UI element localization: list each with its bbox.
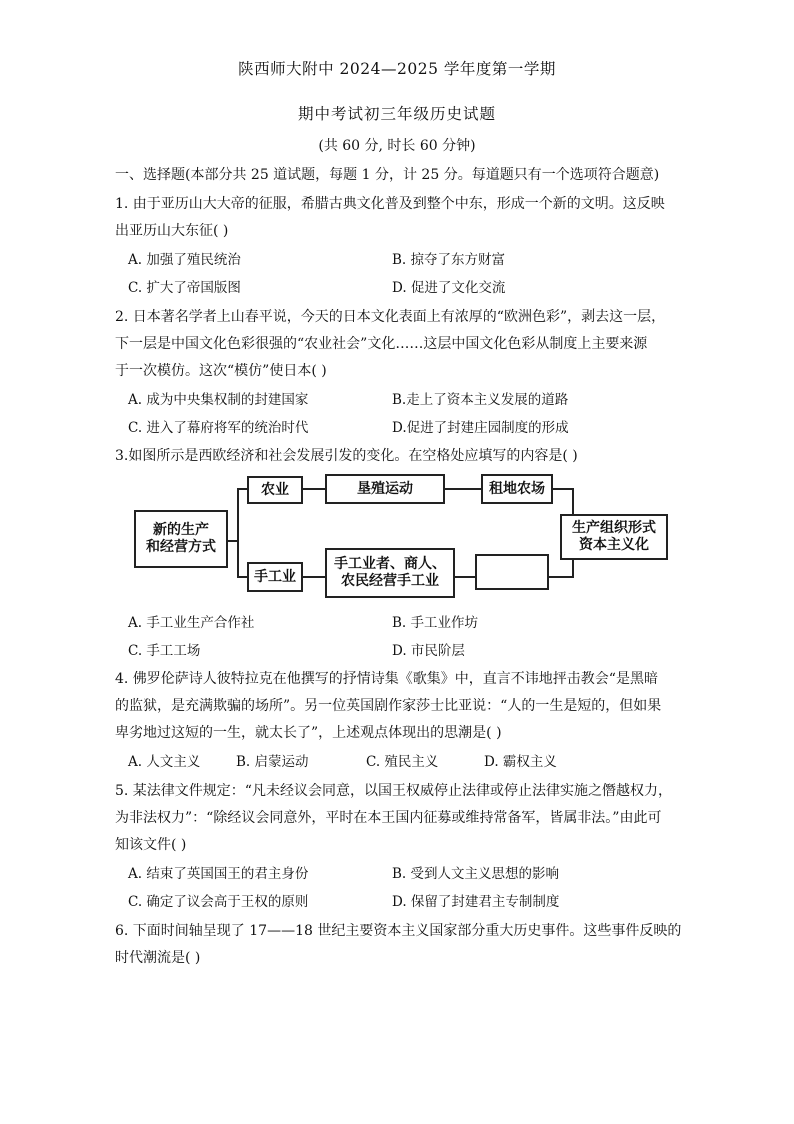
question-1-line-2: 出亚历山大东征( ) — [115, 223, 229, 239]
question-4-option-d: D. 霸权主义 — [484, 754, 557, 770]
question-2-line-1: 2. 日本著名学者上山春平说，今天的日本文化表面上有浓厚的“欧洲色彩”，剥去这一层， — [115, 309, 666, 325]
question-3-option-d: D. 市民阶层 — [392, 643, 465, 659]
box-craft-merchants: 手工业者、商人、 农民经营手工业 — [325, 548, 455, 598]
question-5-line-1: 5. 某法律文件规定：“凡未经议会同意，以国王权威停止法律或停止法律实施之僭越权力， — [115, 783, 672, 799]
exam-title: 期中考试初三年级历史试题 — [297, 105, 496, 123]
box-reclamation-movement: 垦殖运动 — [325, 474, 445, 504]
question-6-line-1: 6. 下面时间轴呈现了 17——18 世纪主要资本主义国家部分重大历史事件。这些事件反映的 — [115, 923, 682, 939]
connector-craft-people — [303, 576, 325, 578]
question-2-option-b: B.走上了资本主义发展的道路 — [392, 392, 569, 408]
connector-agri-reclaim — [303, 488, 325, 490]
question-6-line-2: 时代潮流是( ) — [115, 950, 201, 966]
question-3-option-a: A. 手工业生产合作社 — [128, 615, 255, 631]
school-title: 陕西师大附中 2024—2025 学年度第一学期 — [238, 60, 556, 78]
question-2-line-2: 下一层是中国文化色彩很强的“农业社会”文化……这层中国文化色彩从制度上主要来源 — [115, 336, 648, 352]
question-4-line-3: 卑劣地过这短的一生，就太长了”，上述观点体现出的思潮是( ) — [115, 725, 502, 741]
question-5-option-c: C. 确定了议会高于王权的原则 — [128, 894, 309, 910]
question-1-option-b: B. 掠夺了东方财富 — [392, 252, 506, 268]
question-3-option-c: C. 手工工场 — [128, 643, 201, 659]
question-1-line-1: 1. 由于亚历山大大帝的征服，希腊古典文化普及到整个中东，形成一个新的文明。这反映 — [115, 196, 665, 212]
question-4-option-c: C. 殖民主义 — [366, 754, 439, 770]
question-3-line-1: 3.如图所示是西欧经济和社会发展引发的变化。在空格处应填写的内容是( ) — [115, 448, 578, 464]
economy-diagram — [134, 474, 674, 604]
box-tenant-farm: 租地农场 — [481, 474, 553, 504]
question-5-option-b: B. 受到人文主义思想的影响 — [392, 866, 560, 882]
question-5-option-a: A. 结束了英国国王的君主身份 — [128, 866, 309, 882]
question-4-option-b: B. 启蒙运动 — [236, 754, 309, 770]
box-blank-answer — [475, 554, 549, 590]
question-5-option-d: D. 保留了封建君主专制制度 — [392, 894, 560, 910]
connector-people-blank — [455, 576, 475, 578]
question-3-option-b: B. 手工业作坊 — [392, 615, 479, 631]
question-2-line-3: 于一次模仿。这次“模仿”使日本( ) — [115, 363, 327, 379]
question-4-line-2: 的监狱，是充满欺骗的场所”。另一位英国剧作家莎士比亚说：“人的一生是短的，但如果 — [115, 698, 662, 714]
exam-info: (共 60 分, 时长 60 分钟) — [318, 138, 476, 154]
box-new-production: 新的生产 和经营方式 — [134, 510, 228, 568]
connector-left-bottom — [237, 576, 247, 578]
question-1-option-d: D. 促进了文化交流 — [392, 280, 506, 296]
question-2-option-c: C. 进入了幕府将军的统治时代 — [128, 420, 309, 436]
question-4-option-a: A. 人文主义 — [128, 754, 201, 770]
question-1-option-a: A. 加强了殖民统治 — [128, 252, 241, 268]
section-heading: 一、选择题(本部分共 25 道试题，每题 1 分，计 25 分。每道题只有一个选项符合题意) — [115, 167, 660, 183]
connector-left-top — [237, 488, 247, 490]
question-5-line-2: 为非法权力”：“除经议会同意外，平时在本王国内征募或维持常备军，皆属非法。”由此可 — [115, 810, 662, 826]
question-1-option-c: C. 扩大了帝国版图 — [128, 280, 241, 296]
box-capitalist-organization: 生产组织形式 资本主义化 — [560, 514, 668, 560]
box-handicraft: 手工业 — [247, 562, 303, 592]
connector-right-bottom — [549, 576, 573, 578]
question-2-option-a: A. 成为中央集权制的封建国家 — [128, 392, 309, 408]
question-4-line-1: 4. 佛罗伦萨诗人彼特拉克在他撰写的抒情诗集《歌集》中，直言不讳地抨击教会“是黑暗 — [115, 671, 658, 687]
question-5-line-3: 知该文件( ) — [115, 837, 187, 853]
question-2-option-d: D.促进了封建庄园制度的形成 — [392, 420, 569, 436]
connector-left-bracket — [237, 488, 239, 578]
box-agriculture: 农业 — [247, 476, 303, 504]
connector-right-top — [553, 488, 573, 490]
